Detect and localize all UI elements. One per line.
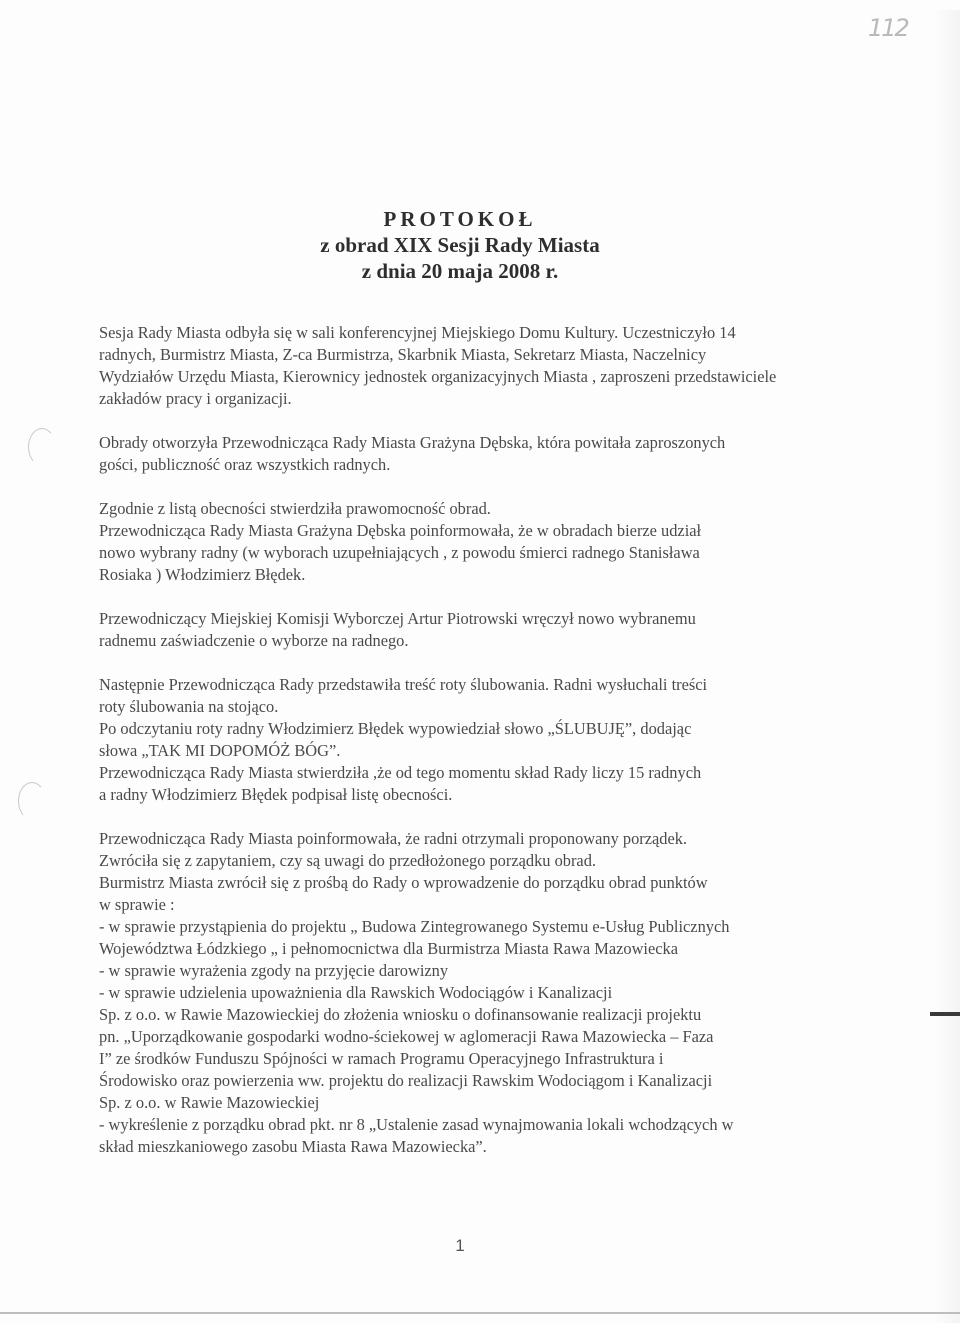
text-line: Burmistrz Miasta zwrócił się z prośbą do Rady o wprowadzenie do porządku obrad punktów [99,873,708,892]
handwritten-page-annotation: 112 [868,14,908,42]
text-line: - wykreślenie z porządku obrad pkt. nr 8 „Ustalenie zasad wynajmowania lokali wchodzących w [99,1115,734,1134]
text-line: Następnie Przewodnicząca Rady przedstawiła treść roty ślubowania. Radni wysłuchali treści [99,675,708,694]
text-line: - w sprawie przystąpienia do projektu „ Budowa Zintegrowanego Systemu e-Usług Publicznych [99,917,730,936]
paragraph-gap [99,806,844,828]
text-line: Zwróciła się z zapytaniem, czy są uwagi do przedłożonego porządku obrad. [99,851,596,870]
text-line: Wydziałów Urzędu Miasta, Kierownicy jednostek organizacyjnych Miasta , zaproszeni przedstawiciele [99,367,777,386]
punch-hole-mark [18,782,46,820]
text-line: gości, publiczność oraz wszystkich radnych. [99,455,391,474]
text-line: pn. „Uporządkowanie gospodarki wodno-ściekowej w aglomeracji Rawa Mazowiecka – Faza [99,1027,714,1046]
text-line: w sprawie : [99,895,175,914]
text-line: Przewodnicząca Rady Miasta poinformowała, że radni otrzymali proponowany porządek. [99,829,688,848]
text-line: Rosiaka ) Włodzimierz Błędek. [99,565,306,584]
text-line: Sesja Rady Miasta odbyła się w sali konferencyjnej Miejskiego Domu Kultury. Uczestniczyło 14 [99,323,736,342]
text-line: Województwa Łódzkiego „ i pełnomocnictwa dla Burmistrza Miasta Rawa Mazowiecka [99,939,678,958]
edge-mark [930,1012,960,1016]
paragraph-gap [99,476,844,498]
text-line: zakładów pracy i organizacji. [99,389,292,408]
paragraph [99,608,844,652]
text-line: roty ślubowania na stojąco. [99,697,279,716]
text-line: Sp. z o.o. w Rawie Mazowieckiej do złożenia wniosku o dofinansowanie realizacji projektu [99,1005,702,1024]
text-line: Zgodnie z listą obecności stwierdziła prawomocność obrad. [99,499,491,518]
text-line: nowo wybrany radny (w wyborach uzupełniających , z powodu śmierci radnego Stanisława [99,543,700,562]
punch-hole-mark [28,428,56,466]
title-line-protokol: PROTOKOŁ [383,207,537,231]
text-line: - w sprawie udzielenia upoważnienia dla Rawskich Wodociągów i Kanalizacji [99,983,613,1002]
paragraph [99,322,844,410]
paragraph [99,498,844,586]
text-line: Przewodnicząca Rady Miasta stwierdziła ,że od tego momentu skład Rady liczy 15 radnych [99,763,702,782]
text-line: radnych, Burmistrz Miasta, Z-ca Burmistrza, Skarbnik Miasta, Sekretarz Miasta, Naczelnicy [99,345,707,364]
scan-edge-shadow [934,10,960,1323]
paragraph-gap [99,586,844,608]
text-line: - w sprawie wyrażenia zgody na przyjęcie darowizny [99,961,449,980]
text-line: a radny Włodzimierz Błędek podpisał listę obecności. [99,785,453,804]
text-line: Sp. z o.o. w Rawie Mazowieckiej [99,1093,320,1112]
text-line: radnemu zaświadczenie o wyborze na radnego. [99,631,409,650]
title-line-session: z obrad XIX Sesji Rady Miasta [320,233,600,257]
text-line: Po odczytaniu roty radny Włodzimierz Błędek wypowiedział słowo „ŚLUBUJĘ”, dodając [99,719,692,738]
paragraph-gap [99,410,844,432]
text-line: Przewodnicząca Rady Miasta Grażyna Dębska poinformowała, że w obradach bierze udział [99,521,702,540]
paragraph-gap [99,652,844,674]
page-number: 1 [455,1236,465,1255]
text-line: skład mieszkaniowego zasobu Miasta Rawa Mazowiecka”. [99,1137,487,1156]
paragraph [99,674,844,806]
text-line: I” ze środków Funduszu Spójności w ramach Programu Operacyjnego Infrastruktura i [99,1049,664,1068]
document-title [250,206,670,284]
text-line: Przewodniczący Miejskiej Komisji Wyborczej Artur Piotrowski wręczył nowo wybranemu [99,609,696,628]
document-body [99,322,844,1158]
text-line: Obrady otworzyła Przewodnicząca Rady Miasta Grażyna Dębska, która powitała zaproszonych [99,433,726,452]
text-line: słowa „TAK MI DOPOMÓŻ BÓG”. [99,741,341,760]
paragraph [99,828,844,1158]
scan-bottom-edge [0,1312,960,1314]
paragraph [99,432,844,476]
text-line: Środowisko oraz powierzenia ww. projektu do realizacji Rawskim Wodociągom i Kanalizacji [99,1071,713,1090]
title-line-date: z dnia 20 maja 2008 r. [361,259,559,283]
